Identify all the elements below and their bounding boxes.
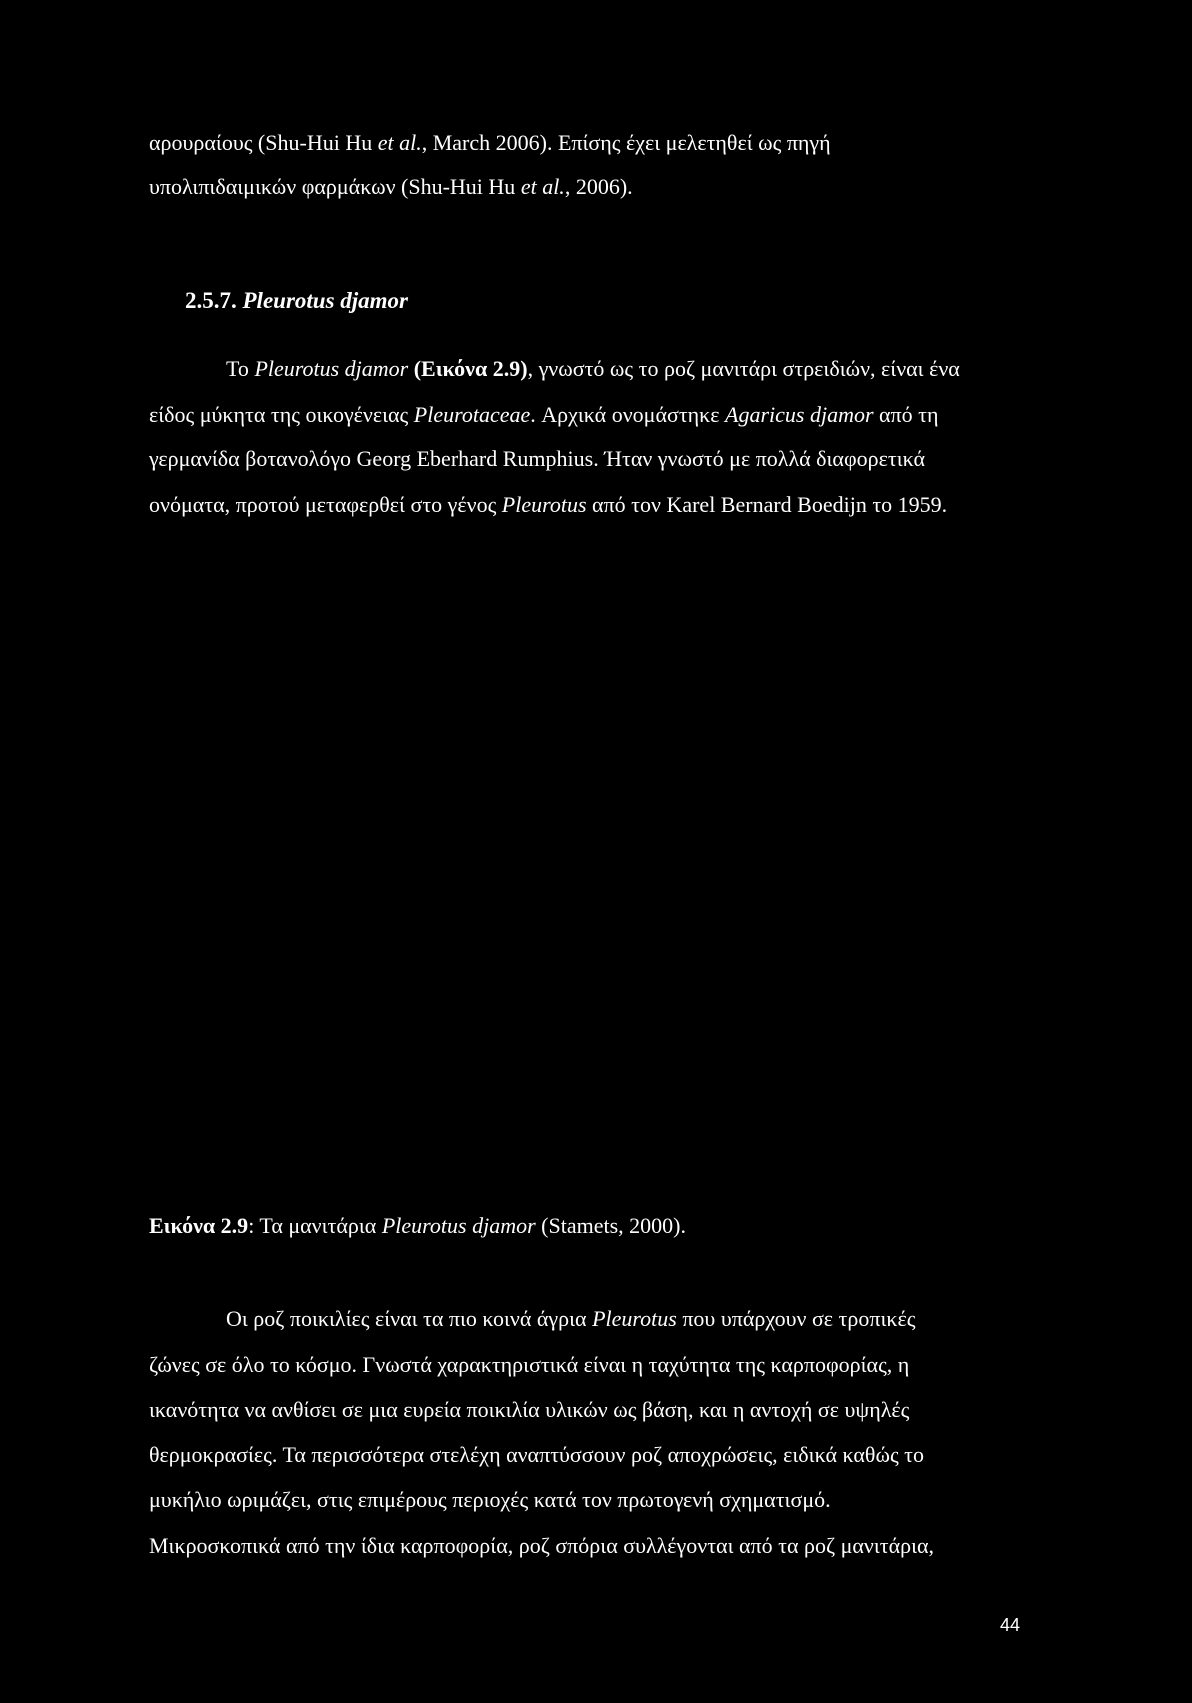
intro-line-1 [149, 128, 1072, 158]
p2-line1-content [226, 1304, 915, 1334]
section-title: Pleurotus djamor [242, 288, 409, 313]
paragraph2-line-5 [149, 1485, 1072, 1515]
mushroom-figure [149, 575, 1072, 1165]
p2-text: ικανότητα να ανθίσει σε μια ευρεία ποικιλία υλικών ως βάση, και η αντοχή σε υψηλές [149, 1397, 910, 1422]
paragraph1-line-3 [149, 444, 1072, 474]
p2-text: που υπάρχουν σε τροπικές [676, 1306, 916, 1331]
caption-species: Pleurotus djamor [381, 1213, 536, 1238]
intro-etal-2: et al. [520, 174, 565, 199]
caption-label: Εικόνα 2.9 [149, 1213, 249, 1238]
p1-basionym: Agaricus djamor [725, 402, 874, 427]
p1-genus: Pleurotus [501, 492, 587, 517]
paragraph2-line-4 [149, 1440, 1072, 1470]
p1-text: ονόματα, προτού μεταφερθεί στο γένος [149, 492, 502, 517]
p1-text: από τη [873, 402, 939, 427]
intro-etal-1: et al. [377, 130, 422, 155]
p1-text: από τον Karel Bernard Boedijn το 1959. [586, 492, 948, 517]
paragraph1-line-1 [226, 354, 1072, 384]
page-number: 44 [1000, 1615, 1021, 1635]
intro-line-2 [149, 172, 1072, 202]
p2-text: θερμοκρασίες. Τα περισσότερα στελέχη αναπτύσσουν ροζ αποχρώσεις, ειδικά καθώς το [149, 1442, 925, 1467]
paragraph2-line-1 [226, 1304, 1072, 1334]
intro-text-1a: αρουραίους (Shu-Hui Hu [149, 130, 378, 155]
paragraph2-line-3 [149, 1395, 1072, 1425]
p1-text: Το [226, 356, 255, 381]
p1-figure-ref: (Εικόνα 2.9) [408, 356, 528, 381]
p1-text: είδος μύκητα της οικογένειας [149, 402, 414, 427]
p2-genus: Pleurotus [592, 1306, 677, 1331]
intro-text-2c: , 2006). [564, 174, 633, 199]
p1-text: , γνωστό ως το ροζ μανιτάρι στρειδιών, είναι ένα [527, 356, 960, 381]
p2-text: ζώνες σε όλο το κόσμο. Γνωστά χαρακτηριστικά είναι η ταχύτητα της καρποφορίας, η [149, 1352, 910, 1377]
figure-caption [149, 1211, 686, 1241]
intro-text-2a: υπολιπιδαιμικών φαρμάκων (Shu-Hui Hu [149, 174, 521, 199]
p1-text: . Αρχικά ονομάστηκε [530, 402, 726, 427]
p2-text: μυκήλιο ωριμάζει, στις επιμέρους περιοχές κατά τον πρωτογενή σχηματισμό. [149, 1487, 831, 1512]
section-heading [185, 288, 408, 314]
paragraph1-line-4 [149, 490, 1072, 520]
caption-text: : Τα μανιτάρια [248, 1213, 382, 1238]
p1-species: Pleurotus djamor [254, 356, 409, 381]
caption-source: (Stamets, 2000). [535, 1213, 686, 1238]
p1-text: γερμανίδα βοτανολόγο Georg Eberhard Rumphius. Ήταν γνωστό με πολλά διαφορετικά [149, 446, 926, 471]
paragraph2-line-2 [149, 1350, 1072, 1380]
p1-family: Pleurotaceae [413, 402, 531, 427]
p2-text: Μικροσκοπικά από την ίδια καρποφορία, ροζ σπόρια συλλέγονται από τα ροζ μανιτάρια, [149, 1533, 935, 1558]
section-number: 2.5.7. [185, 288, 237, 313]
intro-text-1c: , March 2006). Επίσης έχει μελετηθεί ως πηγή [421, 130, 831, 155]
intro-text-1 [149, 128, 831, 158]
paragraph1-line-2 [149, 400, 1072, 430]
paragraph2-line-6 [149, 1531, 1072, 1561]
p2-text: Οι ροζ ποικιλίες είναι τα πιο κοινά άγρια [226, 1306, 593, 1331]
